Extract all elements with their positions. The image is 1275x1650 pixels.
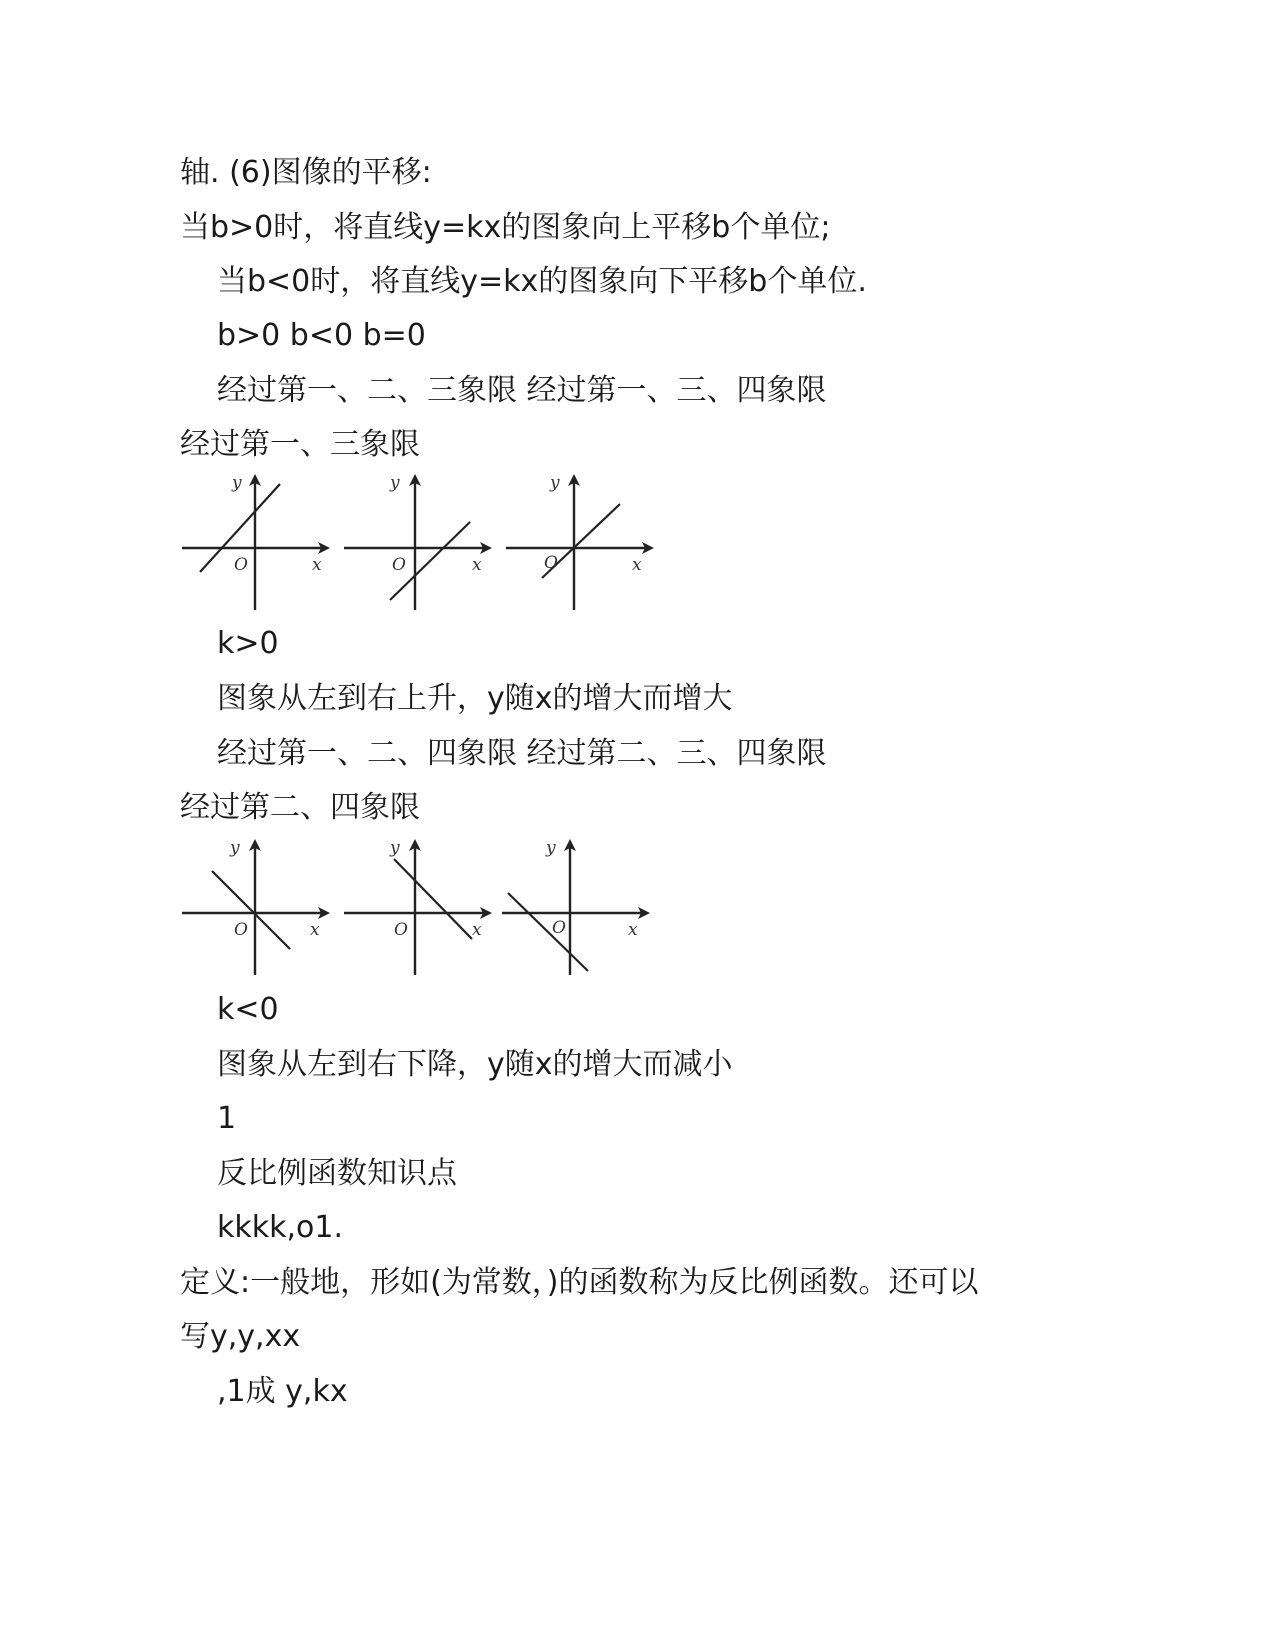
y-axis-label: y bbox=[550, 473, 560, 493]
graph-k-negative-b-zero bbox=[180, 835, 340, 980]
text-line-17: 写y,y,xx bbox=[180, 1319, 301, 1354]
text-line-12: 图象从左到右下降，y随x的增大而减小 bbox=[217, 1047, 733, 1082]
x-axis-label: x bbox=[310, 920, 320, 940]
origin-label: O bbox=[394, 920, 408, 940]
y-axis-label: y bbox=[232, 473, 242, 493]
graph-k-positive-b-negative bbox=[342, 470, 502, 615]
graph-k-negative-b-negative bbox=[500, 835, 660, 980]
text-line-7: k>0 bbox=[217, 626, 279, 661]
text-line-16: 定义:一般地，形如(为常数，)的函数称为反比例函数。还可以 bbox=[180, 1265, 979, 1300]
y-axis-label: y bbox=[230, 838, 240, 858]
text-line-10: 经过第二、四象限 bbox=[180, 790, 420, 825]
text-line-1: 轴. (6)图像的平移: bbox=[180, 155, 432, 190]
text-line-8: 图象从左到右上升，y随x的增大而增大 bbox=[217, 681, 733, 716]
text-line-15: kkkk,o1. bbox=[217, 1210, 344, 1245]
text-line-11: k<0 bbox=[217, 992, 279, 1027]
text-line-5: 经过第一、二、三象限 经过第一、三、四象限 bbox=[217, 373, 827, 408]
graph-k-negative-b-positive bbox=[342, 835, 502, 980]
x-axis-label: x bbox=[628, 920, 638, 940]
y-axis-label: y bbox=[546, 838, 556, 858]
x-axis-label: x bbox=[632, 555, 642, 575]
text-line-3: 当b<0时，将直线y=kx的图象向下平移b个单位. bbox=[217, 264, 867, 299]
x-axis-label: x bbox=[472, 555, 482, 575]
text-line-18: ,1成 y,kx bbox=[217, 1374, 348, 1409]
text-line-4: b>0 b<0 b=0 bbox=[217, 318, 426, 353]
text-line-2: 当b>0时，将直线y=kx的图象向上平移b个单位; bbox=[180, 210, 831, 245]
text-line-13: 1 bbox=[217, 1101, 237, 1136]
graph-k-positive-b-positive bbox=[180, 470, 340, 615]
text-line-14: 反比例函数知识点 bbox=[217, 1156, 457, 1191]
x-axis-label: x bbox=[312, 555, 322, 575]
text-line-6: 经过第一、三象限 bbox=[180, 427, 420, 462]
graph-k-positive-b-zero bbox=[504, 470, 664, 615]
origin-label: O bbox=[392, 555, 406, 575]
text-line-9: 经过第一、二、四象限 经过第二、三、四象限 bbox=[217, 736, 827, 771]
origin-label: O bbox=[552, 918, 566, 938]
x-axis-label: x bbox=[472, 920, 482, 940]
origin-label: O bbox=[544, 553, 558, 573]
y-axis-label: y bbox=[390, 838, 400, 858]
origin-label: O bbox=[234, 555, 248, 575]
y-axis-label: y bbox=[390, 473, 400, 493]
origin-label: O bbox=[234, 920, 248, 940]
